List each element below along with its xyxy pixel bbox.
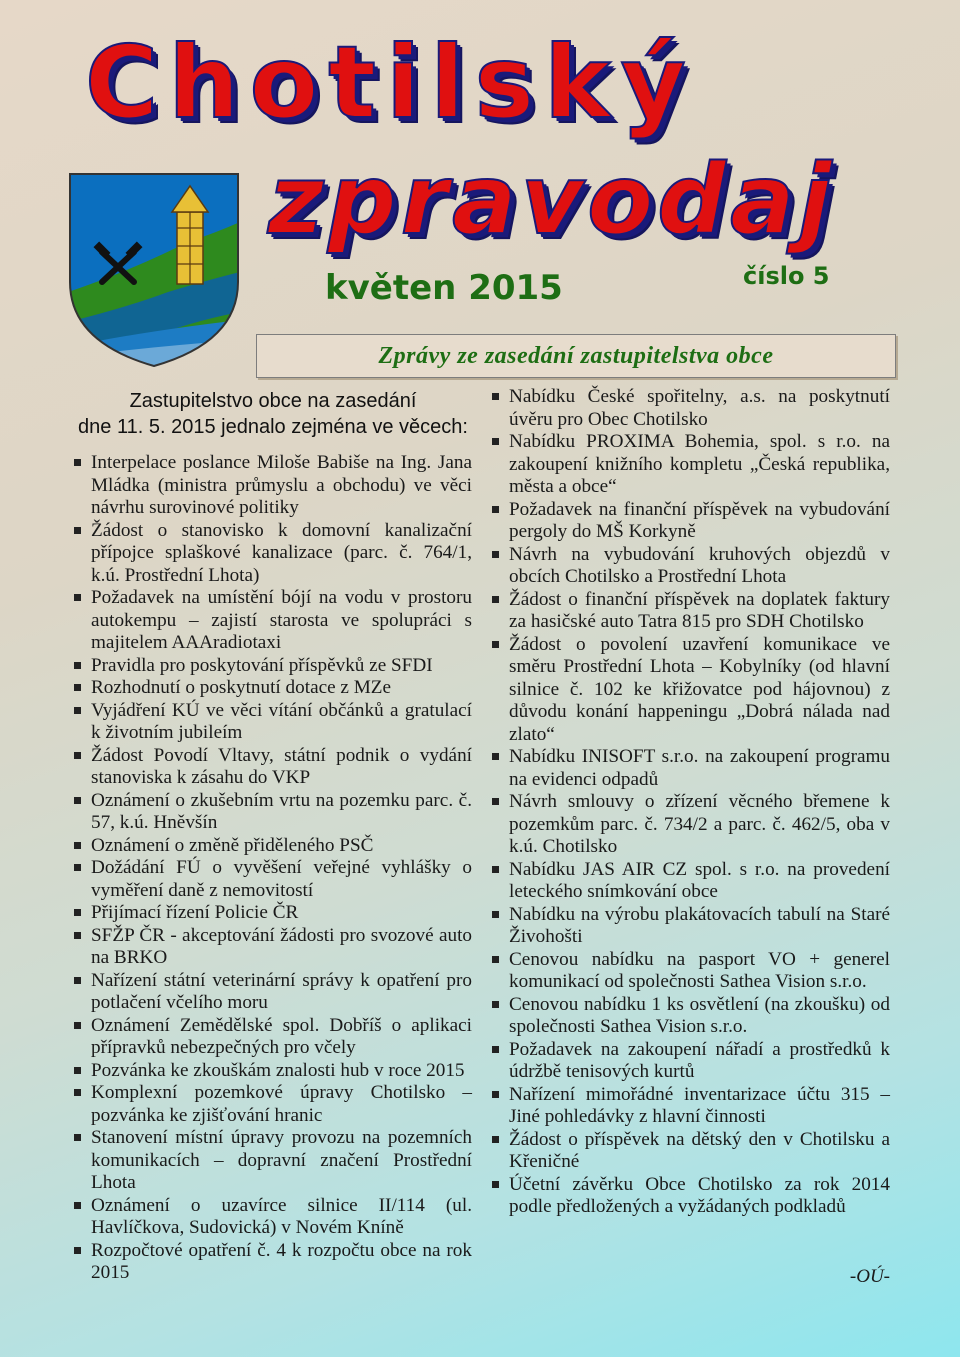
bullet-icon <box>492 1001 499 1008</box>
list-item-text: Oznámení Zemědělské spol. Dobříš o aplikaci přípravků nebezpečných pro včely <box>91 1014 472 1058</box>
list-item <box>72 1015 472 1060</box>
list-item-text: Žádost o finanční příspěvek na doplatek faktury za hasičské auto Tatra 815 pro SDH Chotilsko <box>509 588 890 632</box>
bullet-icon <box>74 1134 81 1141</box>
list-item-text: Stanovení místní úpravy provozu na pozemních komunikacích – dopravní značení Prostřední Lhota <box>91 1127 472 1193</box>
left-column-list <box>72 452 472 1285</box>
bullet-icon <box>74 459 81 466</box>
bullet-icon <box>492 641 499 648</box>
list-item-text: Nabídku PROXIMA Bohemia, spol. s r.o. na zakoupení knižního kompletu „Česká republika, města a obce“ <box>509 431 890 497</box>
bullet-icon <box>74 707 81 714</box>
list-item <box>490 1039 890 1084</box>
coat-of-arms-icon <box>68 172 240 368</box>
list-item <box>72 970 472 1015</box>
bullet-icon <box>492 1136 499 1143</box>
issue-month: květen 2015 <box>325 268 563 308</box>
list-item-text: Oznámení o uzavírce silnice II/114 (ul. Havlíčkova, Sudovická) v Novém Kníně <box>91 1194 472 1238</box>
list-item-text: Vyjádření KÚ ve věci vítání občánků a gratulací k životním jubileím <box>91 699 472 743</box>
bullet-icon <box>492 866 499 873</box>
list-item <box>490 1174 890 1219</box>
list-item-text: Přijímací řízení Policie ČR <box>91 902 299 923</box>
list-item-text: Požadavek na zakoupení nářadí a prostředků k údržbě tenisových kurtů <box>509 1038 890 1082</box>
list-item <box>72 1082 472 1127</box>
list-item <box>72 700 472 745</box>
list-item-text: Nabídku České spořitelny, a.s. na poskytnutí úvěru pro Obec Chotilsko <box>509 386 890 430</box>
list-item <box>72 745 472 790</box>
list-item-text: Rozhodnutí o poskytnutí dotace z MZe <box>91 677 392 698</box>
list-item-text: SFŽP ČR - akceptování žádosti pro svozové auto na BRKO <box>91 924 472 968</box>
right-column-list <box>490 386 890 1219</box>
bullet-icon <box>492 798 499 805</box>
bullet-icon <box>74 752 81 759</box>
list-item <box>490 1084 890 1129</box>
list-item-text: Návrh na vybudování kruhových objezdů v obcích Chotilsko a Prostřední Lhota <box>509 543 890 587</box>
bullet-icon <box>492 438 499 445</box>
bullet-icon <box>74 527 81 534</box>
bullet-icon <box>492 506 499 513</box>
list-item-text: Cenovou nabídku na pasport VO + generel komunikací od společnosti Sathea Vision s.r.o. <box>509 948 890 992</box>
issue-number: číslo 5 <box>743 262 830 290</box>
list-item <box>72 790 472 835</box>
list-item <box>72 925 472 970</box>
bullet-icon <box>492 551 499 558</box>
bullet-icon <box>492 1046 499 1053</box>
list-item <box>72 835 472 858</box>
list-item <box>72 902 472 925</box>
list-item <box>490 386 890 431</box>
bullet-icon <box>74 1067 81 1074</box>
bullet-icon <box>74 842 81 849</box>
list-item <box>72 655 472 678</box>
list-item-text: Návrh smlouvy o zřízení věcného břemene k pozemkům parc. č. 734/2 a parc. č. 462/5, oba v k.ú. Chotilsko <box>509 791 890 857</box>
bullet-icon <box>74 977 81 984</box>
bullet-icon <box>492 911 499 918</box>
list-item-text: Nařízení mimořádné inventarizace účtu 315 – Jiné pohledávky z hlavní činnosti <box>509 1083 890 1127</box>
list-item <box>490 589 890 634</box>
bullet-icon <box>492 393 499 400</box>
list-item-text: Žádost o povolení uzavření komunikace ve směru Prostřední Lhota – Kobylníky (od hlavní silnice č. 102 ke křižovatce pod hájovnou) z důvodu konání happeningu „Dobrá nálada nad zlato“ <box>509 633 890 745</box>
list-item <box>72 587 472 655</box>
list-item-text: Žádost o příspěvek na dětský den v Chotilsku a Křeničné <box>509 1128 890 1172</box>
bullet-icon <box>492 596 499 603</box>
bullet-icon <box>492 1181 499 1188</box>
bullet-icon <box>74 1247 81 1254</box>
intro-line1: Zastupitelstvo obce na zasedání <box>129 390 417 412</box>
list-item-text: Komplexní pozemkové úpravy Chotilsko – pozvánka ke zjišťování hranic <box>91 1082 472 1126</box>
list-item-text: Nabídku JAS AIR CZ spol. s r.o. na provedení leteckého snímkování obce <box>509 858 890 902</box>
list-item-text: Nabídku INISOFT s.r.o. na zakoupení programu na evidenci odpadů <box>509 746 890 790</box>
list-item-text: Dožádání FÚ o vyvěšení veřejné vyhlášky o vyměření daně z nemovitostí <box>91 857 472 901</box>
list-item <box>490 859 890 904</box>
list-item <box>72 1127 472 1195</box>
bullet-icon <box>492 753 499 760</box>
list-item <box>490 431 890 499</box>
bullet-icon <box>492 1091 499 1098</box>
list-item <box>72 452 472 520</box>
list-item <box>490 544 890 589</box>
list-item <box>72 1060 472 1083</box>
list-item-text: Žádost Povodí Vltavy, státní podnik o vydání stanoviska k zásahu do VKP <box>91 744 472 788</box>
list-item-text: Účetní závěrku Obce Chotilsko za rok 2014 podle předložených a vyžádaných podkladů <box>509 1173 890 1217</box>
bullet-icon <box>74 684 81 691</box>
bullet-icon <box>74 932 81 939</box>
list-item-text: Nařízení státní veterinární správy k opatření pro potlačení včelího moru <box>91 969 472 1013</box>
list-item-text: Pravidla pro poskytování příspěvků ze SFDI <box>91 654 433 676</box>
title-line2: zpravodaj <box>268 144 836 256</box>
bullet-icon <box>74 662 81 669</box>
list-item-text: Pozvánka ke zkouškám znalosti hub v roce 2015 <box>91 1059 465 1081</box>
list-item-text: Nabídku na výrobu plakátovacích tabulí na Staré Živohošti <box>509 903 890 947</box>
title-line1: Chotilský <box>85 24 696 141</box>
list-item <box>72 1195 472 1240</box>
bullet-icon <box>74 1022 81 1029</box>
bullet-icon <box>492 956 499 963</box>
list-item <box>490 904 890 949</box>
list-item <box>490 746 890 791</box>
bullet-icon <box>74 594 81 601</box>
list-item <box>72 857 472 902</box>
intro-line2: dne 11. 5. 2015 jednalo zejména ve věcech: <box>78 416 468 438</box>
list-item-text: Požadavek na umístění bójí na vodu v prostoru autokempu – zajistí starosta ve spolupráci s majitelem AAAradiotaxi <box>91 587 472 653</box>
bullet-icon <box>74 1202 81 1209</box>
list-item-text: Cenovou nabídku 1 ks osvětlení (na zkoušku) od společnosti Sathea Vision s.r.o. <box>509 993 890 1037</box>
list-item <box>72 520 472 588</box>
list-item <box>490 499 890 544</box>
list-item <box>490 634 890 747</box>
signature: -OÚ- <box>849 1266 890 1287</box>
bullet-icon <box>74 797 81 804</box>
list-item-text: Rozpočtové opatření č. 4 k rozpočtu obce na rok 2015 <box>91 1239 472 1283</box>
list-item-text: Požadavek na finanční příspěvek na vybudování pergoly do MŠ Korkyně <box>509 498 890 542</box>
list-item-text: Interpelace poslance Miloše Babiše na Ing. Jana Mládka (ministra průmyslu a obchodu) ve věci návrhu surovinové politiky <box>91 452 472 518</box>
list-item <box>490 791 890 859</box>
bullet-icon <box>74 909 81 916</box>
list-item-text: Oznámení o změně přiděleného PSČ <box>91 834 374 856</box>
list-item <box>72 677 472 700</box>
list-item <box>490 994 890 1039</box>
list-item <box>490 949 890 994</box>
list-item-text: Žádost o stanovisko k domovní kanalizační přípojce splaškové kanalizace (parc. č. 764/1, k.ú. Prostřední Lhota) <box>91 519 472 586</box>
list-item-text: Oznámení o zkušebním vrtu na pozemku parc. č. 57, k.ú. Hněvšín <box>91 789 472 833</box>
list-item <box>72 1240 472 1285</box>
intro-text <box>78 388 468 440</box>
list-item <box>490 1129 890 1174</box>
section-heading: Zprávy ze zasedání zastupitelstva obce <box>256 334 896 378</box>
bullet-icon <box>74 864 81 871</box>
bullet-icon <box>74 1089 81 1096</box>
